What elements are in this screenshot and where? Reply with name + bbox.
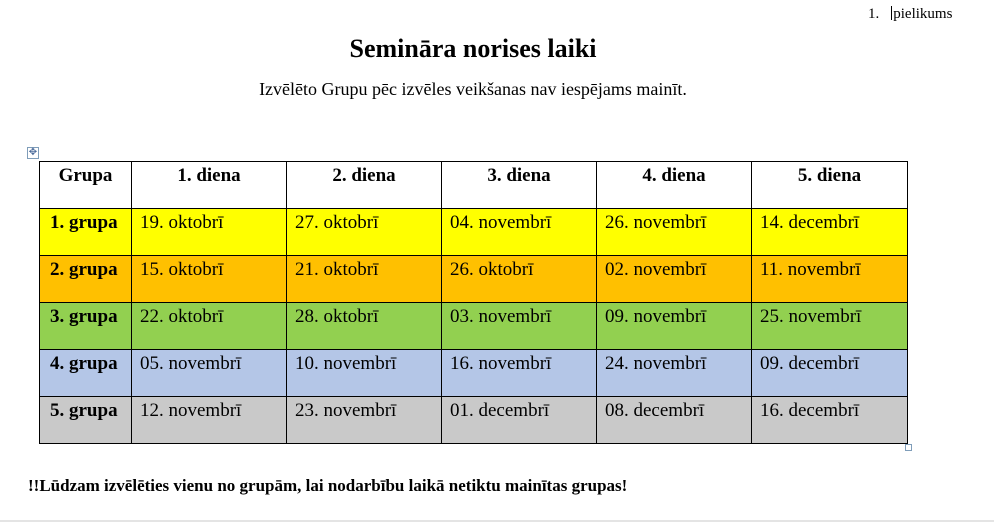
date-cell: 10. novembrī xyxy=(287,350,442,397)
appendix-label xyxy=(868,6,952,23)
date-cell: 19. oktobrī xyxy=(132,209,287,256)
table-row xyxy=(40,303,908,350)
table-row xyxy=(40,256,908,303)
table-resize-handle[interactable] xyxy=(905,444,912,451)
appendix-text: pielikums xyxy=(893,6,953,22)
page-title: Semināra norises laiki xyxy=(349,34,597,63)
date-cell: 27. oktobrī xyxy=(287,209,442,256)
header-group: Grupa xyxy=(40,162,132,209)
date-cell: 11. novembrī xyxy=(752,256,908,303)
date-cell: 15. oktobrī xyxy=(132,256,287,303)
appendix-number: 1. xyxy=(868,6,880,22)
date-cell: 04. novembrī xyxy=(442,209,597,256)
group-name-cell: 1. grupa xyxy=(40,209,132,256)
header-day-2: 2. diena xyxy=(287,162,442,209)
table-row xyxy=(40,209,908,256)
date-cell: 25. novembrī xyxy=(752,303,908,350)
move-icon[interactable]: ✥ xyxy=(28,147,38,158)
date-cell: 03. novembrī xyxy=(442,303,597,350)
notice-text: !!Lūdzam izvēlēties vienu no grupām, lai nodarbību laikā netiktu mainītas grupas! xyxy=(28,476,628,495)
header-day-1: 1. diena xyxy=(132,162,287,209)
date-cell: 22. oktobrī xyxy=(132,303,287,350)
group-name-cell: 3. grupa xyxy=(40,303,132,350)
header-day-3: 3. diena xyxy=(442,162,597,209)
date-cell: 05. novembrī xyxy=(132,350,287,397)
group-name-cell: 4. grupa xyxy=(40,350,132,397)
date-cell: 09. decembrī xyxy=(752,350,908,397)
date-cell: 09. novembrī xyxy=(597,303,752,350)
group-name-cell: 5. grupa xyxy=(40,397,132,444)
date-cell: 28. oktobrī xyxy=(287,303,442,350)
date-cell: 26. oktobrī xyxy=(442,256,597,303)
header-day-4: 4. diena xyxy=(597,162,752,209)
date-cell: 14. decembrī xyxy=(752,209,908,256)
date-cell: 01. decembrī xyxy=(442,397,597,444)
date-cell: 12. novembrī xyxy=(132,397,287,444)
table-header-row xyxy=(40,162,908,209)
schedule-table xyxy=(39,161,908,444)
date-cell: 26. novembrī xyxy=(597,209,752,256)
page-subtitle: Izvēlēto Grupu pēc izvēles veikšanas nav iespējams mainīt. xyxy=(259,79,687,99)
date-cell: 21. oktobrī xyxy=(287,256,442,303)
header-day-5: 5. diena xyxy=(752,162,908,209)
date-cell: 23. novembrī xyxy=(287,397,442,444)
table-row xyxy=(40,350,908,397)
group-name-cell: 2. grupa xyxy=(40,256,132,303)
date-cell: 08. decembrī xyxy=(597,397,752,444)
date-cell: 16. novembrī xyxy=(442,350,597,397)
date-cell: 24. novembrī xyxy=(597,350,752,397)
date-cell: 16. decembrī xyxy=(752,397,908,444)
table-row xyxy=(40,397,908,444)
date-cell: 02. novembrī xyxy=(597,256,752,303)
